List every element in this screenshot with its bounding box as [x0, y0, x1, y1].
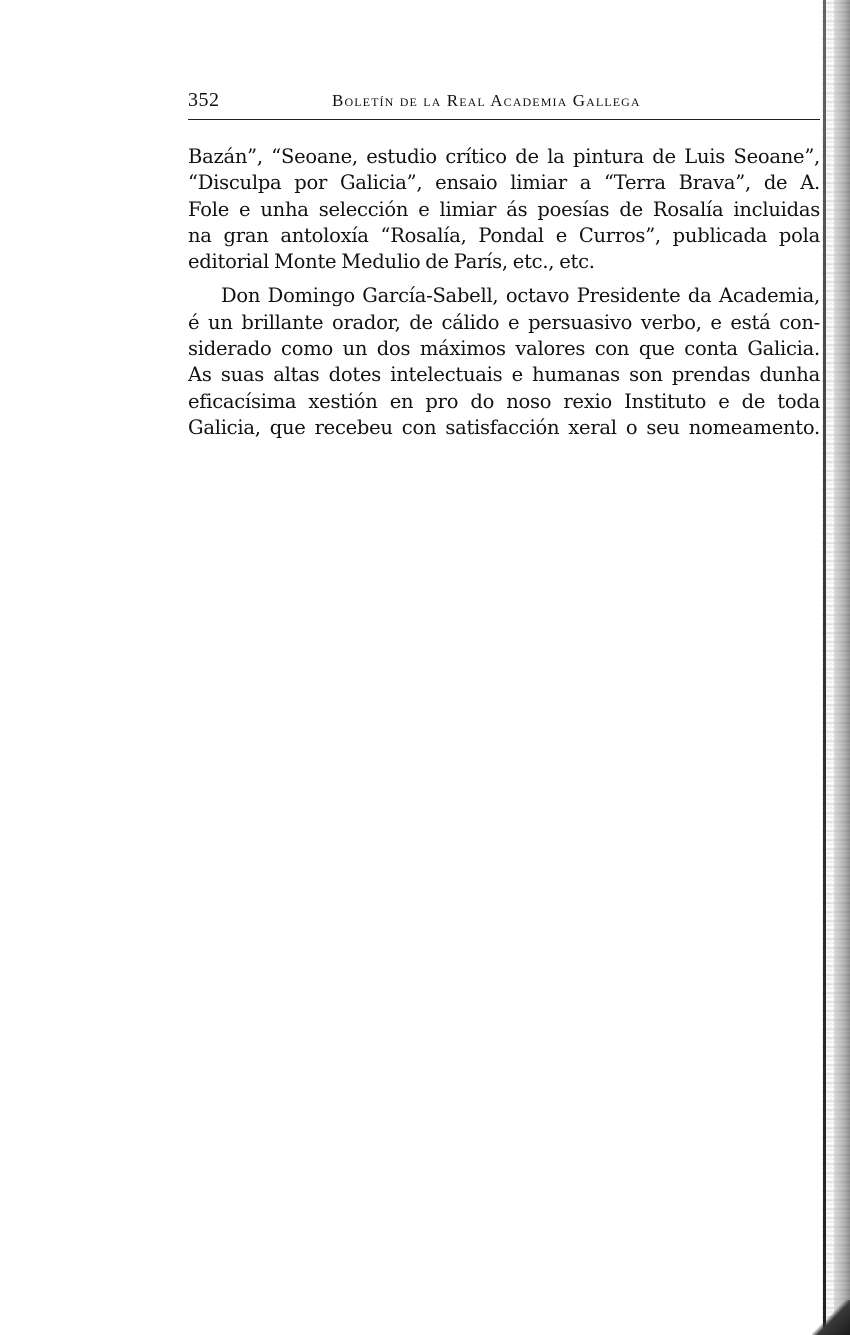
text-line: Bazán”, “Seoane, estudio crítico de la pintura de Luis Seoane”,	[188, 145, 820, 168]
text-line: “Disculpa por Galicia”, ensaio limiar a “Terra Brava”, de A.	[188, 171, 820, 195]
page-number: 352	[188, 89, 220, 111]
binding-line	[823, 0, 826, 1335]
text-line: As suas altas dotes intelectuais e humanas son prendas dunha	[188, 363, 820, 387]
body-text	[188, 144, 820, 441]
paragraph-1	[188, 144, 820, 275]
text-line: siderado como un dos máximos valores con que conta Galicia.	[188, 337, 820, 361]
text-line: editorial Monte Medulio de París, etc., etc.	[188, 250, 595, 274]
paragraph-gap	[188, 275, 820, 283]
header-rule	[188, 119, 820, 120]
text-line: na gran antoloxía “Rosalía, Pondal e Curros”, publicada pola	[188, 223, 820, 247]
text-line: Fole e unha selección e limiar ás poesías de Rosalía incluidas	[188, 197, 820, 221]
binding-corner	[812, 1300, 850, 1335]
paragraph-2	[188, 283, 820, 441]
text-line: é un brillante orador, de cálido e persuasivo verbo, e está con-	[188, 310, 820, 334]
binding-shadow	[834, 0, 850, 1335]
running-title: Boletín de la Real Academia Gallega	[332, 91, 641, 110]
text-line: eficacísima xestión en pro do noso rexio Instituto e de toda	[188, 389, 820, 413]
page-header	[188, 88, 820, 118]
text-line: Galicia, que recebeu con satisfacción xeral o seu nomeamento.	[188, 415, 820, 439]
text-line: Don Domingo García-Sabell, octavo Presidente da Academia,	[221, 284, 820, 308]
